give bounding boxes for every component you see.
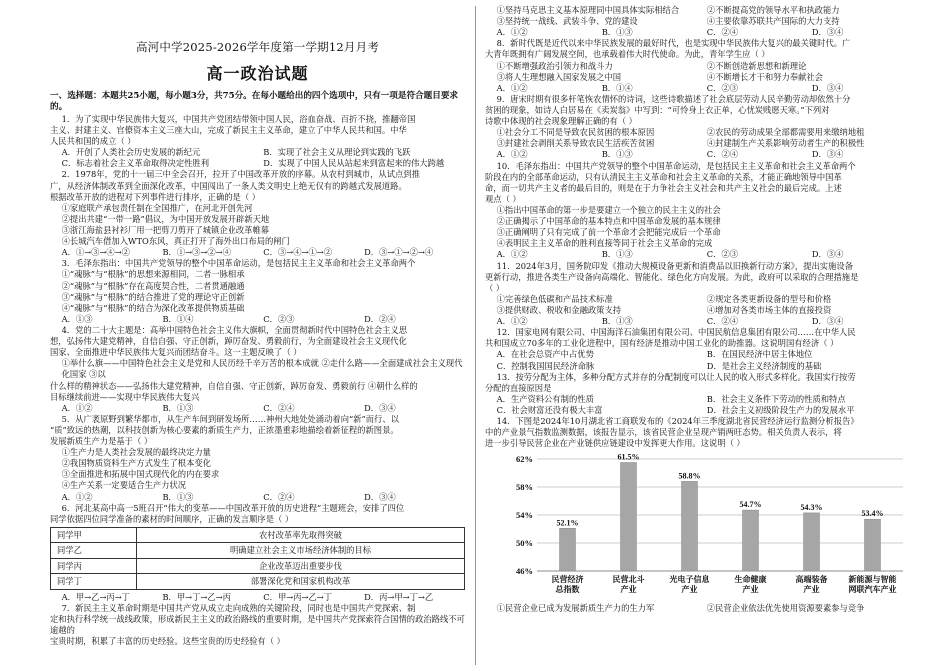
x-tick-label: 高端装备: [795, 575, 828, 585]
option-row: [485, 394, 917, 405]
question-stem: 12．国家电网有限公司、中国海洋石油集团有限公司、中国民航信息集团有限公司……在中华人民: [496, 327, 856, 338]
option-text: D．③④: [811, 82, 844, 93]
option-text: D．③④: [364, 491, 396, 502]
table-cell-name: 同学丁: [51, 574, 137, 590]
statement-item: ②正确揭示了中国革命的基本特点和中国革命发展的基本规律: [496, 216, 721, 227]
option-text: ③提供财政、税收和金融政策支持: [496, 304, 622, 315]
option-text: ③坚持统一战线、武装斗争、党的建设: [496, 16, 638, 27]
x-tick-label: 产业: [681, 585, 698, 595]
option-a: A．甲→乙→丙→丁: [61, 591, 130, 602]
x-tick-label: 产业: [803, 585, 820, 595]
option-row: [485, 83, 917, 94]
option-text: D．③→①→②→④: [364, 247, 434, 258]
option-text: D．③④: [364, 402, 396, 413]
option-1: ①民营企业已成为发展新质生产力的生力军: [496, 603, 655, 614]
right-question-text: [485, 5, 917, 449]
option-text: A．在社会总资产中占优势: [496, 349, 594, 360]
x-tick-label: 光电子信息: [669, 575, 710, 585]
table-cell-topic: 企业改革迈出重要步伐: [137, 558, 465, 574]
option-text: ④主要依靠苏联共产国际的大力支持: [706, 16, 840, 27]
option-row: [485, 127, 917, 138]
statement-item: ②我国物质资料生产方式发生了根本变化: [61, 458, 211, 469]
x-tick-label: 总指数: [555, 585, 580, 595]
option-text: C．②④: [706, 27, 739, 38]
table-cell-name: 同学乙: [51, 543, 137, 559]
bar: [682, 482, 698, 572]
x-tick-label: 网联汽车产业: [848, 585, 897, 595]
option-text: A．①②: [496, 82, 528, 93]
statement-item: ①举什么旗——中国特色社会主义是党和人民历经千辛万苦的根本成就 ②走什么路——全面建成社会主义现代化国家 ③以: [61, 358, 463, 380]
left-question-text: [50, 114, 465, 525]
option-text: C．②③: [263, 313, 295, 324]
question-stem: 7．新民主主义革命时期是中国共产党从成立走向成熟的关键阶段，同时也是中国共产党探索、制: [61, 603, 416, 614]
text-line: 想，弘扬伟大建党精神，自信自强、守正创新，踔厉奋发、勇毅前行，为全面建设社会主义现代化: [50, 336, 407, 347]
table-row: [51, 574, 465, 590]
section-heading: 一、选择题：本题共25小题，每小题3分，共75分。在每小题给出的四个选项中，只有一项是符合题目要求的。: [50, 90, 459, 113]
option-text: ③将人生理想融入国家发展之中国: [496, 71, 622, 82]
q6-options: [50, 592, 465, 603]
left-tail-text: [50, 603, 465, 647]
option-text: C．标志着社会主义革命取得决定性胜利: [61, 158, 210, 169]
option-row: [485, 72, 917, 83]
table-cell-topic: 农村改革率先取得突破: [137, 527, 465, 543]
x-tick-label: 民营经济: [551, 575, 584, 585]
question-stem: 4．党的二十大主题是：高举中国特色社会主义伟大旗帜，全面贯彻新时代中国特色社会主义思: [61, 324, 408, 335]
option-row: [485, 5, 917, 16]
option-text: D．③④: [811, 316, 844, 327]
option-text: A．①②: [61, 491, 93, 502]
data-label: 54.3%: [800, 503, 823, 513]
option-text: C．社会财富还没有极大丰富: [496, 404, 603, 415]
option-row: [485, 16, 917, 27]
question-stem: 10．毛泽东指出：中国共产党领导的整个中国革命运动，是包括民主主义革命和社会主义革命两个: [496, 160, 856, 171]
option-2: ②民营企业依法优先使用资源要素参与竞争: [706, 603, 865, 614]
bar: [743, 510, 759, 571]
x-tick-label: 新能源与智能: [848, 575, 897, 585]
right-column: [485, 0, 917, 671]
option-text: D．③④: [811, 249, 844, 260]
option-text: C．②④: [263, 491, 295, 502]
text-line: （ ）: [485, 282, 505, 293]
bar: [621, 463, 637, 572]
bar: [865, 520, 881, 572]
text-line: 中的产业景气指数监测数据，该报告显示，该省民营企业呈现产销两旺态势。相关负责人表示，将: [485, 427, 842, 438]
option-text: A．①②: [496, 249, 528, 260]
option-text: D．③④: [811, 149, 844, 160]
statement-item: ①生产力是人类社会发展的最终决定力量: [61, 447, 211, 458]
option-text: D．②④: [364, 313, 396, 324]
statement-item: ②“魂脉”与“根脉”存在高度契合性，二者贯通融通: [61, 280, 245, 291]
option-text: A．①③: [61, 313, 93, 324]
option-text: ②规定各类更新设备的型号和价格: [706, 293, 832, 304]
text-line: 共和国成立70多年的工业化进程中，国有经济是推动中国工业化的助推器。这说明国有经济（ ）: [485, 338, 839, 349]
text-line: 发展新质生产力是基于（ ）: [50, 436, 153, 447]
text-line: 更新行动，推进各类生产设备向高端化、智能化、绿色化方向发展。为此，政府可以采取的合理措施是: [485, 271, 859, 282]
q14-options: [485, 603, 917, 614]
y-tick-label: 54%: [516, 510, 533, 521]
x-tick-label: 产业: [742, 585, 759, 595]
option-text: B．①③: [162, 402, 194, 413]
industry-index-chart: [485, 451, 915, 603]
text-line: 主义、封建主义、官僚资本主义三座大山，完成了新民主主义革命，建立了中华人民共和国。中华: [50, 124, 407, 135]
option-text: ②不断创造新思想和新理论: [706, 60, 807, 71]
option-row: [50, 403, 465, 414]
text-line: 阶段在内的全部革命运动，只有认清民主主义革命和社会主义革命的关系，才能正确地领导中国革: [485, 171, 842, 182]
text-line: 观点（ ）: [485, 193, 521, 204]
statement-item: ③全面推进和拓展中国式现代化的内在要求: [61, 469, 220, 480]
question-stem: 3．毛泽东指出：中国共产党领导的整个中国革命运动，是包括民主主义革命和社会主义革命两个: [61, 258, 416, 269]
option-row: [485, 138, 917, 149]
statement-item: ④“魂脉”与“根脉”的结合为深化改革提供物质基础: [61, 302, 245, 313]
y-tick-label: 46%: [516, 566, 533, 577]
option-text: ④封建制生产关系影响劳动者生产的积极性: [706, 138, 865, 149]
option-row: [50, 314, 465, 325]
text-line: 目标继续前进——实现中华民族伟大复兴: [50, 391, 200, 402]
option-text: B．在国民经济中居主体地位: [706, 349, 813, 360]
option-c: C．甲→丙→乙→丁: [263, 591, 332, 602]
table-row: [51, 527, 465, 543]
option-text: B．①③: [601, 149, 633, 160]
table-row: [51, 543, 465, 559]
option-text: ④不断增长才干和努力奉献社会: [706, 71, 823, 82]
option-text: ②农民的劳动成果全部都需要用来缴纳地租: [706, 127, 865, 138]
question-stem: 13．按劳分配为主体，多种分配方式并存的分配制度可以让人民的收入形式多样化。我国实行按劳: [496, 371, 856, 382]
q6-table: [50, 527, 465, 590]
page-title: 高一政治试题: [206, 64, 309, 84]
option-text: ①不断增强政治引领力和战斗力: [496, 60, 613, 71]
option-text: A．①②: [496, 149, 528, 160]
option-text: ④增加对各类市场主体的直接投资: [706, 304, 832, 315]
statement-item: ①指出中国革命的第一步是要建立一个独立的民主主义的社会: [496, 204, 721, 215]
statement-item: ①家庭联产承包责任制在全国推广，在河北开创先河: [61, 202, 253, 213]
left-column: [50, 0, 465, 671]
question-stem: 14．下图是2024年10月湖北省工商联发布的《2024年三季度湖北省民营经济运行监测分析报告》: [496, 416, 859, 427]
option-text: A．①②: [61, 402, 93, 413]
statement-item: ④长城汽车借加入WTO东风，真正打开了海外出口布局的闸门: [61, 236, 290, 247]
option-text: B．社会主义条件下劳动的性质和特点: [706, 393, 846, 404]
option-row: [485, 316, 917, 327]
option-text: C．③→④→①→②: [263, 247, 332, 258]
statement-item: ④表明民主主义革命的胜利直接等同于社会主义革命的完成: [496, 238, 713, 249]
option-row: [485, 27, 917, 38]
option-row: [50, 147, 465, 158]
option-text: B．实现了社会主义从理论到实践的飞跃: [263, 147, 411, 158]
option-d: D．丙→甲→丁→乙: [364, 591, 434, 602]
text-line: 贫困的现象，如诗人白居易在《卖炭翁》中写到：“可怜身上衣正单，心忧炭贱愿天寒。”下列对: [485, 104, 830, 115]
y-tick-label: 62%: [516, 454, 533, 465]
option-text: A．开创了人类社会历史发展的新纪元: [61, 147, 201, 158]
text-line: 定和执行科学统一战线政策，形成新民主主义的政治路线的重要时期，是中国共产党探索符合国情的政治路线不可逾越的: [50, 614, 465, 636]
x-tick-label: 民营北斗: [612, 575, 645, 585]
option-text: B．①③: [601, 27, 633, 38]
y-tick-label: 58%: [516, 482, 533, 493]
option-row: [485, 405, 917, 416]
data-label: 54.7%: [739, 500, 762, 510]
option-text: C．②③: [706, 249, 739, 260]
question-stem: 1．为了实现中华民族伟大复兴，中国共产党团结带领中国人民，浴血奋战、百折不挠，推翻帝国: [61, 113, 416, 124]
option-text: C．控制我国国民经济命脉: [496, 360, 595, 371]
option-row: [485, 294, 917, 305]
option-text: C．②④: [706, 316, 739, 327]
text-line: 什么样的精神状态——弘扬伟大建党精神，自信自强、守正创新，踔厉奋发、勇毅前行 ④朝什么样的: [50, 380, 418, 391]
option-text: B．①④: [162, 313, 194, 324]
option-text: ①社会分工不同是导致农民贫困的根本原因: [496, 127, 655, 138]
option-text: D．是社会主义经济制度的基础: [706, 360, 822, 371]
text-line: 大青年既拥有广阔发展空间，也承载着伟大时代使命。为此，青年学生应（ ）: [485, 49, 770, 60]
statement-item: ③正确阐明了只有完成了前一个革命才会把能完成后一个革命: [496, 227, 721, 238]
data-label: 61.5%: [617, 452, 640, 462]
option-text: B．①③: [601, 316, 633, 327]
table-cell-name: 同学甲: [51, 527, 137, 543]
school-header: 高河中学2025-2026学年度第一学期12月月考: [135, 40, 380, 54]
text-line: 命，而一切共产主义者的最后目的，则是在于力争社会主义社会和共产主义社会的最后完成。上述: [485, 182, 842, 193]
statement-item: ①“魂脉”与“根脉”的思想来源相同，二者一脉相承: [61, 269, 245, 280]
option-row: [50, 247, 465, 258]
option-row: [485, 149, 917, 160]
statement-item: ②提出共建“一带一路”倡议，为中国开放发展开辟新天地: [61, 213, 270, 224]
question-stem: 2．1978年，党的十一届三中全会召开，拉开了中国改革开放的序幕。从农村到城市，从试点到推: [61, 169, 420, 180]
statement-item: ④生产关系一定要适合生产力状况: [61, 480, 187, 491]
option-text: ③封建社会剥削关系导致农民生活疾苦贫困: [496, 138, 655, 149]
data-label: 58.8%: [678, 471, 701, 481]
option-text: D．社会主义初级阶段生产力的发展水平: [706, 404, 855, 415]
statement-item: ③“魂脉”与“根脉”的结合推进了党的理论守正创新: [61, 291, 245, 302]
question-stem: 11．2024年3月，国务院印发《推动大规模设备更新和消费品以旧换新行动方案》，提出实施设备: [496, 260, 853, 271]
table-cell-topic: 明确建立社会主义市场经济体制的目标: [137, 543, 465, 559]
bar: [560, 529, 576, 572]
text-line: 同学依据四位同学准备的素材的时间顺序，正确的发言顺序是（ ）: [50, 513, 294, 524]
text-line: 分配的直接原因是: [485, 382, 552, 393]
text-line: 根据改革开放的进程对下列事件进行排序，正确的是（ ）: [50, 191, 261, 202]
option-text: ①完善绿色低碳和产品技术标准: [496, 293, 613, 304]
data-label: 53.4%: [861, 509, 884, 519]
table-cell-topic: 部署深化党和国家机构改革: [137, 574, 465, 590]
text-line: 广，从经济体制改革到全面深化改革，中国闯出了一条人类文明史上绝无仅有的跨越式发展道路。: [50, 180, 407, 191]
question-stem: 8．新时代既是近代以来中华民族发展的最好时代，也是实现中华民族伟大复兴的最关键时代。广: [496, 38, 851, 49]
bar-chart: [485, 451, 915, 603]
option-text: B．①③: [162, 491, 194, 502]
y-tick-label: 50%: [516, 538, 533, 549]
option-text: ①坚持马克思主义基本原理同中国具体实际相结合: [496, 5, 680, 15]
statement-item: ③浙江海盐县衬衫厂用一把剪刀剪开了城镇企业改革帷幕: [61, 224, 270, 235]
option-row: [485, 349, 917, 360]
data-label: 52.1%: [556, 518, 579, 528]
option-text: ②不断提高党的领导水平和执政能力: [706, 5, 840, 15]
question-stem: 6．河北某高中高一5班召开“伟大的变革——中国改革开放的历史进程”主题班会，安排了四位: [61, 502, 405, 513]
option-text: C．②④: [263, 402, 295, 413]
column-divider: [475, 6, 476, 665]
option-text: A．①②: [496, 316, 528, 327]
option-row: [50, 158, 465, 169]
text-line: 宝贵时期，积累了丰富的历史经验。这些宝贵的历史经验有（ ）: [50, 636, 285, 647]
question-stem: 9．唐宋时期有很多杆笔恢农情怀的诗词，这些诗歌描述了社会底层劳动人民辛勤劳动却依然十分: [496, 93, 851, 104]
option-text: D．③④: [811, 27, 844, 38]
text-line: 进一步引导民营企业在产业链供应链建设中发挥更大作用。这说明（ ）: [485, 438, 745, 449]
option-text: A．生产资料公有制的性质: [496, 393, 594, 404]
option-text: B．①③: [601, 249, 633, 260]
option-b: B．甲→丁→乙→丙: [162, 591, 231, 602]
option-text: A．①②: [496, 27, 528, 38]
option-text: B．①→③→②→④: [162, 247, 231, 258]
text-line: 国家、全面推进中华民族伟大复兴而团结奋斗。这一主题反映了（ ）: [50, 347, 302, 358]
text-line: 诗歌中体现的社会现象理解正确的有（ ）: [485, 116, 637, 127]
text-line: “质”致远的热潮，以科技创新为核心要素的新质生产力，正浓墨重彩地描绘着新征程的新图景。: [50, 424, 399, 435]
x-tick-label: 生命健康: [734, 575, 767, 585]
option-text: C．②③: [706, 82, 739, 93]
option-text: C．②④: [706, 149, 739, 160]
bar: [804, 513, 820, 571]
table-row: [51, 558, 465, 574]
text-line: 人民共和国的成立（ ）: [50, 136, 136, 147]
x-tick-label: 产业: [620, 585, 637, 595]
table-cell-name: 同学丙: [51, 558, 137, 574]
option-row: [485, 305, 917, 316]
option-text: A．①→③→④→②: [61, 247, 130, 258]
option-text: B．①④: [601, 82, 633, 93]
option-row: [485, 361, 917, 372]
option-row: [50, 492, 465, 503]
option-text: D．实现了中国人民从站起来到富起来的伟大跨越: [263, 158, 445, 169]
question-stem: 5．从广袤原野到繁华都市，从生产车间到研发场所……神州大地处处涌动着向“新”而行、以: [61, 413, 399, 424]
option-row: [485, 61, 917, 72]
option-row: [485, 249, 917, 260]
